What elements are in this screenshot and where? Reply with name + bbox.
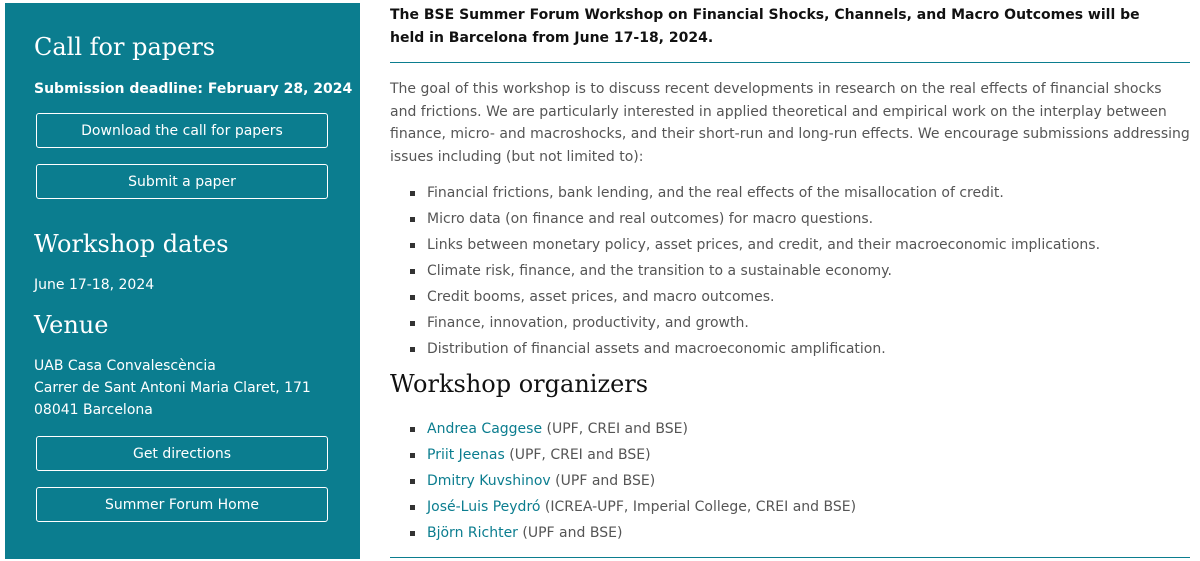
bullet-icon [410, 243, 415, 248]
divider [390, 557, 1190, 558]
topic-text: Climate risk, finance, and the transition to a sustainable economy. [427, 263, 892, 279]
call-for-papers-heading: Call for papers [34, 33, 216, 61]
bullet-icon [410, 321, 415, 326]
bullet-icon [410, 295, 415, 300]
bullet-icon [410, 347, 415, 352]
topic-text: Micro data (on finance and real outcomes) for macro questions. [427, 211, 874, 227]
organizer-affiliation: (UPF, CREI and BSE) [542, 421, 688, 437]
venue-line: Carrer de Sant Antoni Maria Claret, 171 [34, 380, 311, 396]
workshop-description: The goal of this workshop is to discuss recent developments in research on the real effects of financial shocks and frictions. We are particularly interested in applied theoretical and empirical work on the interplay between finance, micro- and macroshocks, and their short-run and long-run effects. We encourage submissions addressing issues including (but not limited to): [390, 81, 1190, 165]
organizer-affiliation: (UPF and BSE) [517, 525, 623, 541]
bullet-icon [410, 505, 415, 510]
list-item [390, 206, 1190, 232]
organizer-link[interactable]: Andrea Caggese [427, 421, 543, 437]
list-item [390, 232, 1190, 258]
organizer-link[interactable]: José-Luis Peydró [427, 499, 541, 515]
organizer-affiliation: (UPF, CREI and BSE) [504, 447, 651, 463]
list-item [390, 468, 1190, 494]
list-item [390, 310, 1190, 336]
organizer-affiliation: (UPF and BSE) [550, 473, 656, 489]
bullet-icon [410, 191, 415, 196]
venue-address [34, 355, 311, 421]
venue-heading: Venue [34, 311, 109, 339]
submission-deadline: Submission deadline: February 28, 2024 [34, 81, 353, 97]
bullet-icon [410, 479, 415, 484]
list-item [390, 258, 1190, 284]
list-item [390, 284, 1190, 310]
venue-line: 08041 Barcelona [34, 402, 153, 418]
bullet-icon [410, 453, 415, 458]
bullet-icon [410, 427, 415, 432]
download-call-button[interactable]: Download the call for papers [36, 113, 328, 148]
get-directions-button[interactable]: Get directions [36, 436, 328, 471]
sidebar [5, 3, 360, 559]
topics-list [390, 180, 1190, 362]
list-item [390, 416, 1190, 442]
organizers-heading: Workshop organizers [390, 370, 649, 398]
topic-text: Distribution of financial assets and macroeconomic amplification. [427, 341, 886, 357]
divider [390, 62, 1190, 63]
topic-text: Links between monetary policy, asset prices, and credit, and their macroeconomic implications. [427, 237, 1101, 253]
list-item [390, 442, 1190, 468]
organizer-affiliation: (ICREA-UPF, Imperial College, CREI and BSE) [540, 499, 857, 515]
organizer-link[interactable]: Dmitry Kuvshinov [427, 473, 551, 489]
list-item [390, 336, 1190, 362]
list-item [390, 180, 1190, 206]
organizer-link[interactable]: Priit Jeenas [427, 447, 505, 463]
intro-text: The BSE Summer Forum Workshop on Financial Shocks, Channels, and Macro Outcomes will be held in Barcelona from June 17-18, 2024. [390, 7, 1140, 46]
submit-paper-button[interactable]: Submit a paper [36, 164, 328, 199]
topic-text: Finance, innovation, productivity, and growth. [427, 315, 749, 331]
organizer-link[interactable]: Björn Richter [427, 525, 518, 541]
organizers-list [390, 416, 1190, 546]
list-item [390, 520, 1190, 546]
bullet-icon [410, 269, 415, 274]
workshop-dates: June 17-18, 2024 [34, 277, 155, 293]
workshop-dates-heading: Workshop dates [34, 230, 229, 258]
bullet-icon [410, 531, 415, 536]
topic-text: Credit booms, asset prices, and macro outcomes. [427, 289, 775, 305]
topic-text: Financial frictions, bank lending, and the real effects of the misallocation of credit. [427, 185, 1004, 201]
bullet-icon [410, 217, 415, 222]
summer-forum-home-button[interactable]: Summer Forum Home [36, 487, 328, 522]
venue-line: UAB Casa Convalescència [34, 358, 216, 374]
list-item [390, 494, 1190, 520]
